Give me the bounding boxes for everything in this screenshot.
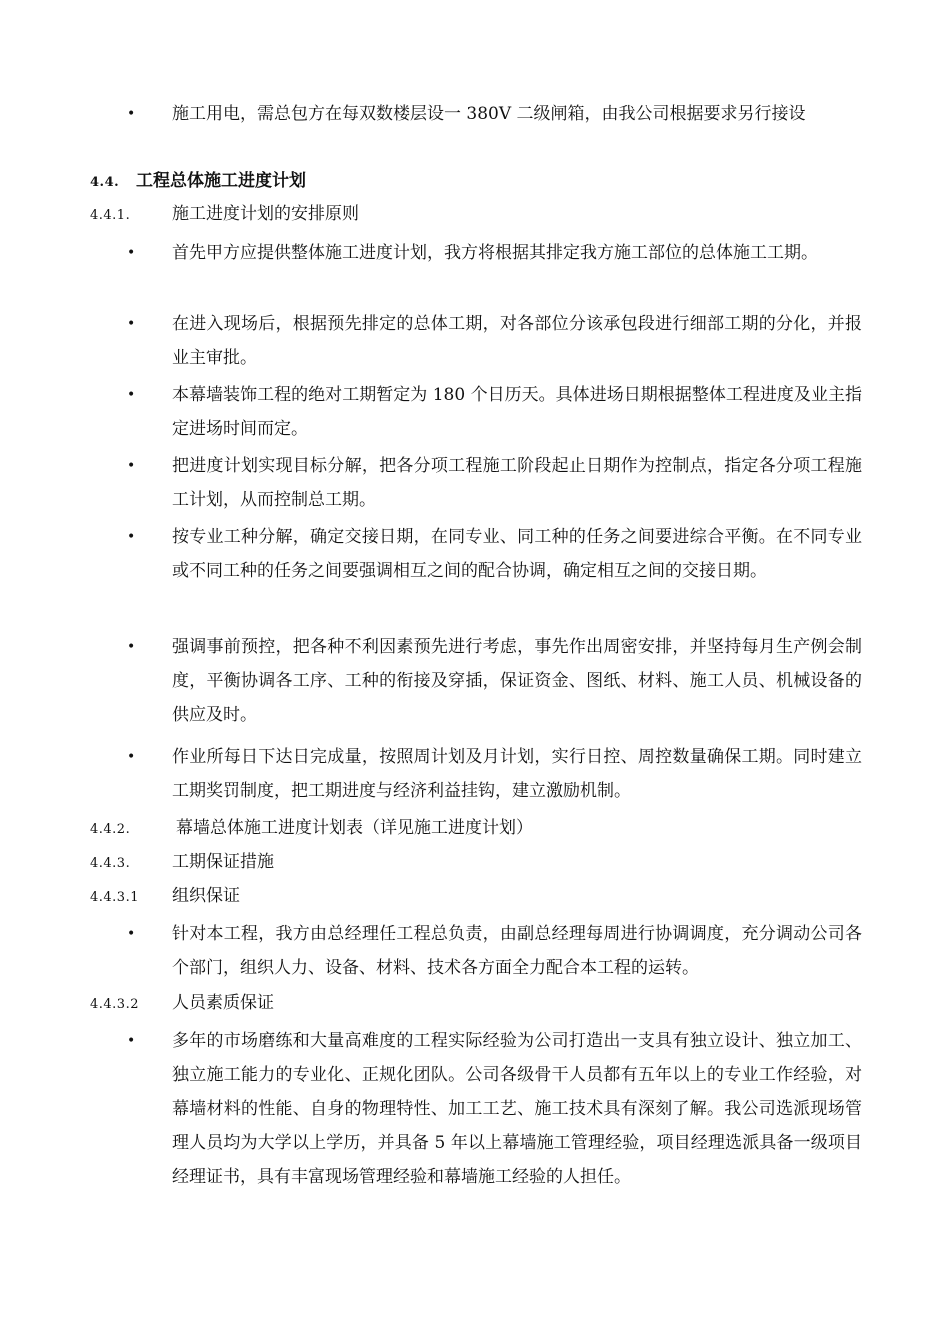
heading-title: 工程总体施工进度计划 [136, 171, 306, 191]
bullet-text: 把进度计划实现目标分解，把各分项工程施工阶段起止日期作为控制点，指定各分项工程施工计划，从而控制总工期。 [172, 456, 862, 510]
heading-number: 4.4.1. [90, 208, 131, 223]
bullet-icon: • [127, 926, 136, 942]
bullet-icon: • [127, 639, 136, 655]
bullet-item [127, 520, 862, 588]
bullet-item [127, 917, 862, 985]
heading-number: 4.4.3.1 [90, 890, 139, 905]
bullet-item [127, 307, 862, 375]
bullet-text: 施工用电，需总包方在每双数楼层设一 380V 二级闸箱，由我公司根据要求另行接设 [172, 104, 806, 124]
heading-title: 人员素质保证 [172, 993, 274, 1013]
bullet-icon: • [127, 749, 136, 765]
bullet-icon: • [127, 106, 136, 122]
bullet-text: 针对本工程，我方由总经理任工程总负责，由副总经理每周进行协调调度，充分调动公司各个部门，组织人力、设备、材料、技术各方面全力配合本工程的运转。 [172, 924, 862, 978]
bullet-icon: • [127, 529, 136, 545]
bullet-item [127, 740, 862, 808]
subsection-heading [90, 850, 274, 876]
bullet-text: 首先甲方应提供整体施工进度计划，我方将根据其排定我方施工部位的总体施工工期。 [172, 243, 818, 263]
subsection-heading [90, 991, 274, 1017]
bullet-icon: • [127, 245, 136, 261]
bullet-text: 多年的市场磨练和大量高难度的工程实际经验为公司打造出一支具有独立设计、独立加工、独立施工能力的专业化、正规化团队。公司各级骨干人员都有五年以上的专业工作经验，对幕墙材料的性能、自身的物理特性、加工工艺、施工技术具有深刻了解。我公司选派现场管理人员均为大学以上学历，并具备 5 年以上幕墙施工管理经验，项目经理选派具备一级项目经理证书，具有丰富现场管理经验和幕墙施工经验的人担任。 [172, 1031, 862, 1187]
bullet-text: 按专业工种分解，确定交接日期，在同专业、同工种的任务之间要进综合平衡。在不同专业或不同工种的任务之间要强调相互之间的配合协调，确定相互之间的交接日期。 [172, 527, 862, 581]
bullet-icon: • [127, 1033, 136, 1049]
bullet-icon: • [127, 387, 136, 403]
heading-number: 4.4. [90, 175, 120, 190]
bullet-text: 在进入现场后，根据预先排定的总体工期，对各部位分该承包段进行细部工期的分化，并报业主审批。 [172, 314, 862, 368]
bullet-item [127, 449, 862, 517]
subsection-heading [90, 884, 240, 910]
bullet-item [127, 236, 862, 270]
subsection-heading [90, 816, 533, 842]
subsection-heading [90, 202, 359, 228]
heading-title: 组织保证 [172, 886, 240, 906]
bullet-item [127, 630, 862, 732]
bullet-text: 作业所每日下达日完成量，按照周计划及月计划，实行日控、周控数量确保工期。同时建立工期奖罚制度，把工期进度与经济利益挂钩，建立激励机制。 [172, 747, 862, 801]
section-heading [90, 169, 306, 195]
bullet-item [127, 1024, 862, 1194]
bullet-icon: • [127, 458, 136, 474]
bullet-text: 本幕墙装饰工程的绝对工期暂定为 180 个日历天。具体进场日期根据整体工程进度及业主指定进场时间而定。 [172, 385, 862, 439]
bullet-text: 强调事前预控，把各种不利因素预先进行考虑，事先作出周密安排，并坚持每月生产例会制度，平衡协调各工序、工种的衔接及穿插，保证资金、图纸、材料、施工人员、机械设备的供应及时。 [172, 637, 862, 725]
heading-title: 工期保证措施 [172, 852, 274, 872]
heading-number: 4.4.2. [90, 822, 131, 837]
heading-title: 幕墙总体施工进度计划表（详见施工进度计划） [176, 818, 533, 838]
bullet-item [127, 378, 862, 446]
heading-number: 4.4.3. [90, 856, 131, 871]
heading-title: 施工进度计划的安排原则 [172, 204, 359, 224]
heading-number: 4.4.3.2 [90, 997, 139, 1012]
bullet-icon: • [127, 316, 136, 332]
bullet-item [127, 97, 862, 131]
